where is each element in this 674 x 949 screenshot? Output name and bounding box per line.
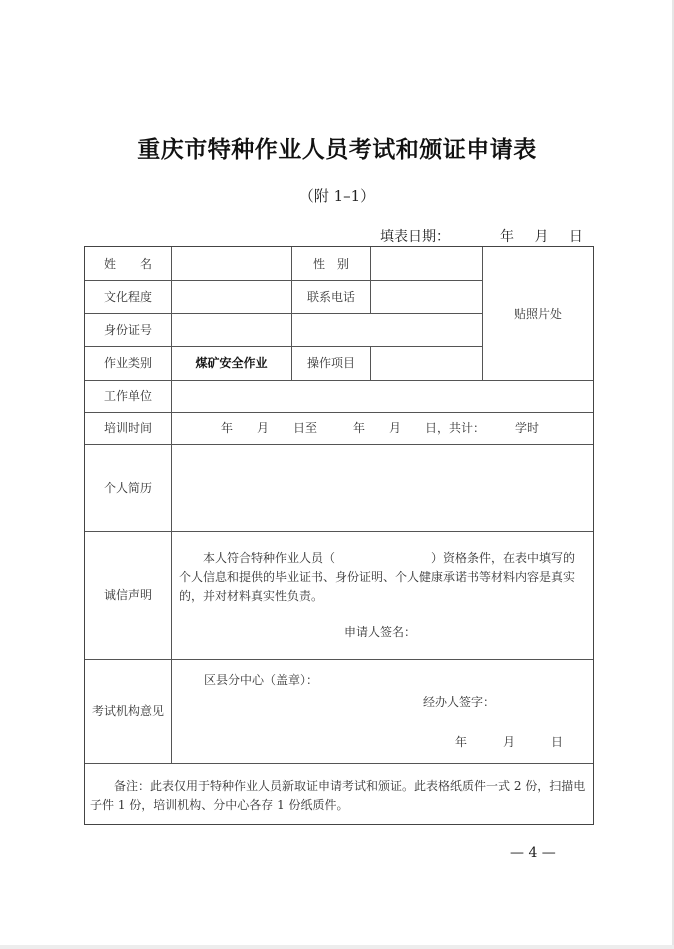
education-label: 文化程度	[103, 289, 152, 304]
document-subtitle: （附 1–1）	[298, 187, 376, 205]
operation-label: 操作项目	[306, 356, 355, 370]
resume-label: 个人简历	[103, 480, 152, 495]
id-field[interactable]	[172, 313, 482, 346]
fill-date-label: 填表日期：	[380, 229, 450, 245]
operation-field[interactable]	[371, 346, 482, 380]
district-center-seal: 区县分中心（盖章）：	[204, 673, 319, 687]
name-field[interactable]	[172, 247, 291, 280]
id-label: 身份证号	[103, 322, 152, 337]
gender-field[interactable]	[371, 247, 482, 280]
integrity-statement: 本人符合特种作业人员（ ）资格条件，在表中填写的个人信息和提供的毕业证书、身份证明、个人健康承诺书等材料内容是真实的，并对材料真实性负责。	[179, 551, 576, 603]
phone-label: 联系电话	[306, 289, 355, 304]
training-period: 年 月 日至 年 月 日，共计： 学时	[221, 421, 540, 435]
phone-field[interactable]	[371, 280, 482, 313]
fill-date	[380, 226, 583, 246]
training-label: 培训时间	[103, 421, 152, 435]
exam-date: 年 月 日	[455, 735, 564, 749]
remarks: 备注：此表仅用于特种作业人员新取证申请考试和颁证。此表格纸质件一式 2 份，扫描电子件 1 份，培训机构、分中心各存 1 份纸质件。	[90, 779, 586, 812]
applicant-signature: 申请人签名：	[344, 625, 417, 639]
gender-label: 性 别	[312, 256, 349, 271]
name-label: 姓 名	[103, 256, 152, 271]
handler-signature: 经办人签字：	[423, 695, 496, 709]
photo-placeholder: 贴照片处	[513, 306, 562, 321]
page-edge-bottom	[0, 945, 674, 949]
employer-field[interactable]	[172, 380, 593, 412]
integrity-label: 诚信声明	[103, 588, 152, 602]
fill-date-ymd: 年 月 日	[500, 229, 583, 245]
resume-field[interactable]	[172, 444, 593, 531]
page-number: — 4 —	[510, 845, 556, 861]
employer-label: 工作单位	[103, 389, 152, 403]
application-form	[84, 246, 594, 825]
category-value: 煤矿安全作业	[195, 356, 268, 370]
category-label: 作业类别	[103, 356, 152, 370]
education-field[interactable]	[172, 280, 291, 313]
exam-opinion-label: 考试机构意见	[91, 704, 164, 718]
document-title: 重庆市特种作业人员考试和颁证申请表	[137, 136, 537, 163]
